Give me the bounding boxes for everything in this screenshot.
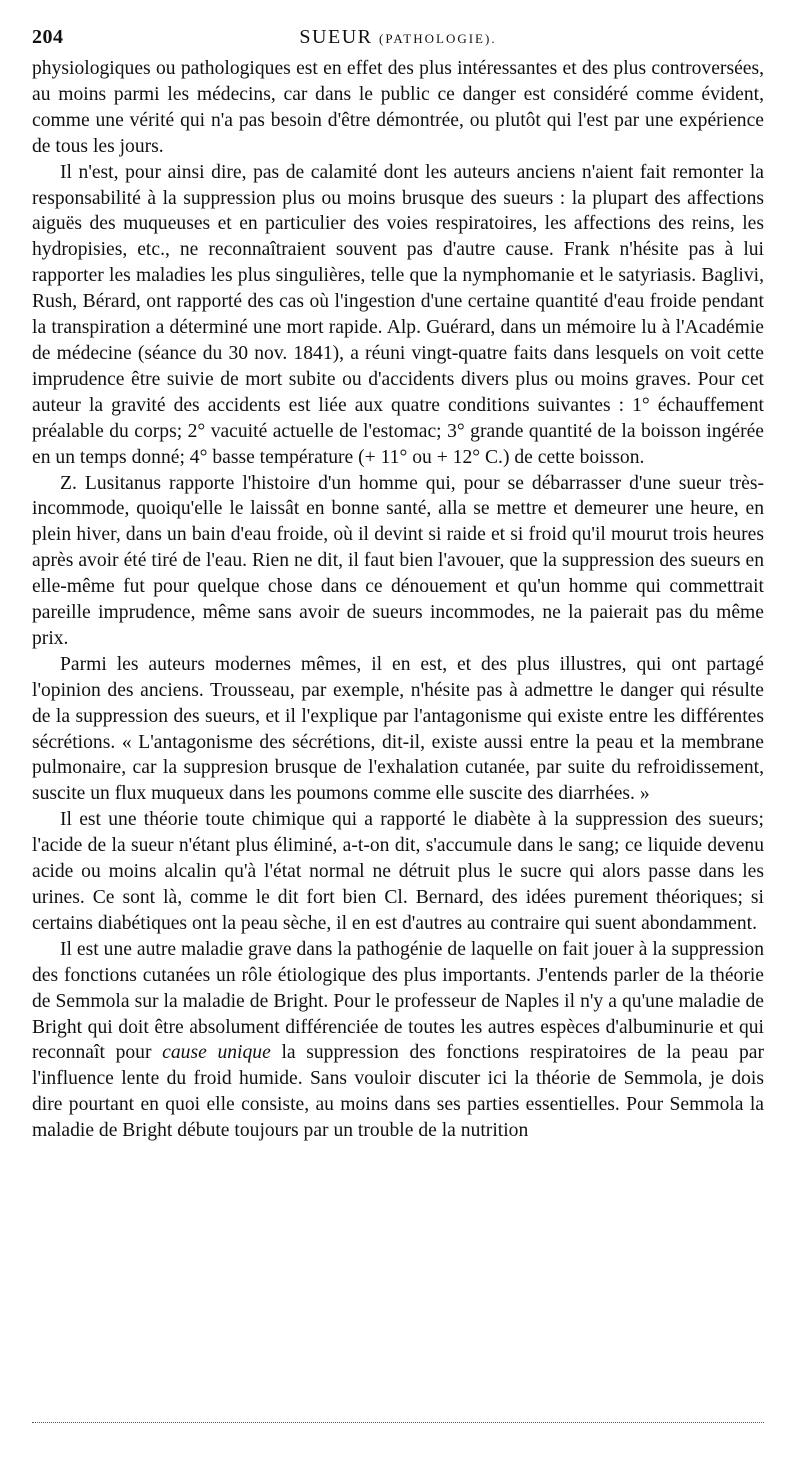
paragraph-text-after: la suppression des fonctions respiratoires de la peau par l'influence lente du froid humide. Sans vouloir discuter ici la théorie de Semmola, je dois dire pourtant en quoi elle consiste, au moins dans ses parties essentielles. Pour Semmola la maladie de Bright débute toujours par un trouble de la nutrition: [32, 1042, 765, 1142]
paragraph: Il n'est, pour ainsi dire, pas de calamité dont les auteurs anciens n'aient fait remonter la responsabilité à la suppression plus ou moins brusque des sueurs : la plupart des affections aiguës des muqueuses et en particulier des voies respiratoires, les affections des reins, les hydropisies, etc., ne reconnaîtraient souvent pas d'autre cause. Frank n'hésite pas à lui rapporter les maladies les plus singulières, telle que la nymphomanie et le satyriasis. Baglivi, Rush, Bérard, ont rapporté des cas où l'ingestion d'une certaine quantité d'eau froide pendant la transpiration a déterminé une mort rapide. Alp. Guérard, dans un mémoire lu à l'Académie de médecine (séance du 30 nov. 1841), a réuni vingt-quatre faits dans lesquels on voit cette imprudence être suivie de mort subite ou d'accidents divers plus ou moins graves. Pour cet auteur la gravité des accidents est liée aux quatre conditions suivantes : 1° échauffement préalable du corps; 2° vacuité actuelle de l'estomac; 3° grande quantité de la boisson ingérée en un temps donné; 4° basse température (+ 11° ou + 12° C.) de cette boisson.: [32, 161, 764, 468]
body-text: [32, 56, 764, 1144]
running-title-subtitle: (PATHOLOGIE).: [378, 31, 497, 46]
document-page: [32, 24, 764, 1144]
footer-divider: [32, 1422, 764, 1423]
paragraph-text-before: Il est une autre maladie grave dans la pathogénie de laquelle on fait jouer à la suppression des fonctions cutanées un rôle étiologique des plus importants. J'entends parler de la théorie de Semmola sur la maladie de Bright. Pour le professeur de Naples il n'y a qu'une maladie de Bright qui doit être absolument différenciée de toutes les autres espèces d'albuminurie et qui reconnaît pour: [32, 938, 764, 1064]
paragraph-continued: physiologiques ou pathologiques est en effet des plus intéressantes et des plus controversées, au moins parmi les médecins, car dans le public ce danger est considéré comme évident, comme une vérité qui n'a pas besoin d'être démontrée, ou plutôt qui l'est par une expérience de tous les jours.: [32, 58, 764, 157]
page-number: 204: [32, 26, 64, 48]
running-title: [32, 24, 764, 52]
paragraph: Z. Lusitanus rapporte l'histoire d'un homme qui, pour se débarrasser d'une sueur très-incommode, quoiqu'elle le laissât en bonne santé, alla se mettre et demeurer une heure, en plein hiver, dans un bain d'eau froide, où il devint si raide et si froid qu'il mourut trois heures après avoir été tiré de l'eau. Rien ne dit, il faut bien l'avouer, que la suppression des sueurs en elle-même fut pour quelque chose dans ce dénouement et qu'un homme qui commettrait pareille imprudence, même sans avoir de sueurs incommodes, ne la paierait pas du même prix.: [32, 472, 764, 649]
running-title-main: SUEUR: [299, 26, 373, 48]
emphasized-text: cause unique: [162, 1042, 271, 1064]
running-header: [32, 24, 764, 50]
paragraph: Parmi les auteurs modernes mêmes, il en est, et des plus illustres, qui ont partagé l'opinion des anciens. Trousseau, par exemple, n'hésite pas à admettre le danger qui résulte de la suppression des sueurs, et il l'explique par l'antagonisme qui existe entre les différentes sécrétions. « L'antagonisme des sécrétions, dit-il, existe aussi entre la peau et la membrane pulmonaire, car la suppresion brusque de l'exhalation cutanée, par suite du refroidissement, suscite un flux muqueux dans les poumons comme elle suscite des diarrhées. »: [32, 653, 764, 805]
paragraph: Il est une théorie toute chimique qui a rapporté le diabète à la suppression des sueurs; l'acide de la sueur n'étant plus éliminé, a-t-on dit, s'accumule dans le sang; ce liquide devenu acide ou moins alcalin qu'à l'état normal ne détruit plus le sucre qui alors passe dans les urines. Ce sont là, comme le dit fort bien Cl. Bernard, des idées purement théoriques; si certains diabétiques ont la peau sèche, il en est d'autres au contraire qui suent abondamment.: [32, 809, 764, 934]
paragraph: [32, 937, 764, 1144]
